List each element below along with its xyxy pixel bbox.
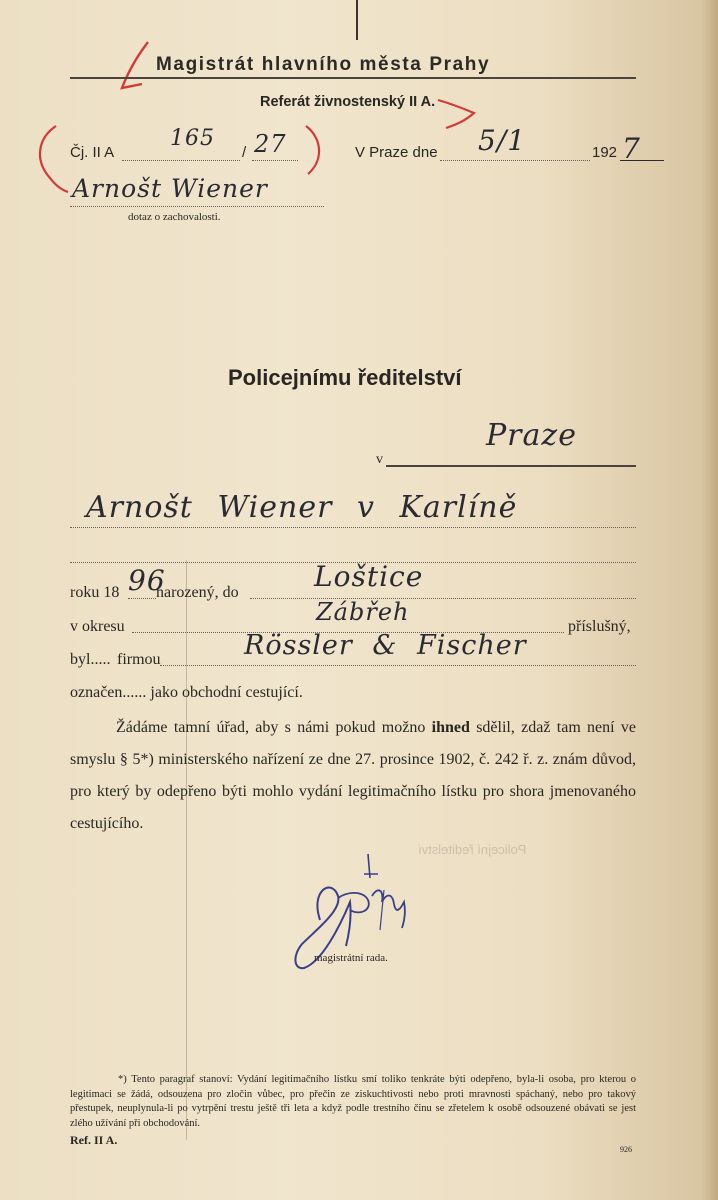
date-line: [440, 160, 590, 161]
subject-line: [70, 206, 324, 207]
birthplace-line: [250, 598, 636, 599]
cj-separator: /: [242, 144, 247, 161]
date-handwritten: 5/1: [478, 124, 527, 157]
cj-year: 27: [254, 130, 287, 158]
bleed-through-stamp: Policejní ředitelství: [418, 842, 527, 857]
birth-year: 96: [128, 564, 166, 597]
city-underline: [386, 465, 636, 467]
year-digit: 7: [622, 132, 641, 165]
district: Zábřeh: [316, 598, 410, 626]
birth-year-line: [128, 598, 156, 599]
cj-year-line: [252, 160, 298, 161]
firm-name: Rössler & Fischer: [244, 630, 527, 661]
form-number: 926: [620, 1145, 632, 1154]
request-paragraph: [70, 712, 636, 840]
born-label: narozený, do: [156, 584, 239, 601]
cj-number: 165: [170, 126, 215, 151]
request-emphasis: ihned: [431, 719, 470, 736]
byl-label: byl.....: [70, 651, 111, 668]
prislusny-label: příslušný,: [568, 618, 631, 635]
firmou-label: firmou: [117, 651, 161, 668]
okres-label: v okresu: [70, 618, 125, 635]
oznacen-label: označen...... jako obchodní cestující.: [70, 684, 303, 701]
v-label: v: [376, 452, 383, 467]
office-title: Magistrát hlavního města Prahy: [156, 54, 491, 75]
place-label: V Praze dne: [355, 144, 438, 161]
department-label: Referát živnostenský II A.: [260, 94, 436, 110]
signatory-role: magistrátní rada.: [314, 952, 388, 964]
roku-label: roku 18: [70, 584, 120, 601]
cj-label: Čj. II A: [70, 144, 115, 161]
year-prefix: 192: [592, 144, 618, 161]
footnote: *) Tento paragraf stanoví: Vydání legitimačního lístku smí toliko tenkráte býti odepřeno, byla-li osoba, pro kterou o legitimaci se žádá, odsouzena pro zločin vůbec, pro přečin ze ziskuchtivosti nebo proti mravnosti spáchaný, nebo pro takový přestupek, neuplynula-li po vytrpění trestu ještě tři leta a když podle trestního činu se zřetelem k osobě odsouzené obávati se jest zlého užívání při obchodování.: [70, 1074, 636, 1129]
addressee-title: Policejnímu ředitelství: [228, 365, 462, 390]
birthplace: Loštice: [314, 560, 424, 593]
request-text-start: Žádáme tamní úřad, aby s námi pokud možno: [116, 719, 432, 736]
person-line: Arnošt Wiener v Karlíně: [86, 490, 518, 525]
person-dotted-line: [70, 527, 636, 528]
year-underline: [620, 160, 664, 161]
cj-number-line: [122, 160, 240, 161]
form-code: Ref. II A.: [70, 1133, 118, 1147]
subject-caption: dotaz o zachovalosti.: [128, 211, 221, 223]
subject-name: Arnošt Wiener: [72, 174, 268, 203]
fold-crease: [186, 560, 187, 1140]
header-rule: [70, 77, 636, 79]
firm-line: [160, 665, 636, 666]
request-text-end: sdělil, zdaž tam není ve smyslu § 5*) ministerského nařízení ze dne 27. prosince 1902, č. 242 ř. z. znám důvod, pro který by odepřeno býti mohlo vydání legitimačního lístku pro shora jmenovaného cestujícího.: [70, 719, 637, 832]
addressee-city: Praze: [486, 418, 577, 453]
